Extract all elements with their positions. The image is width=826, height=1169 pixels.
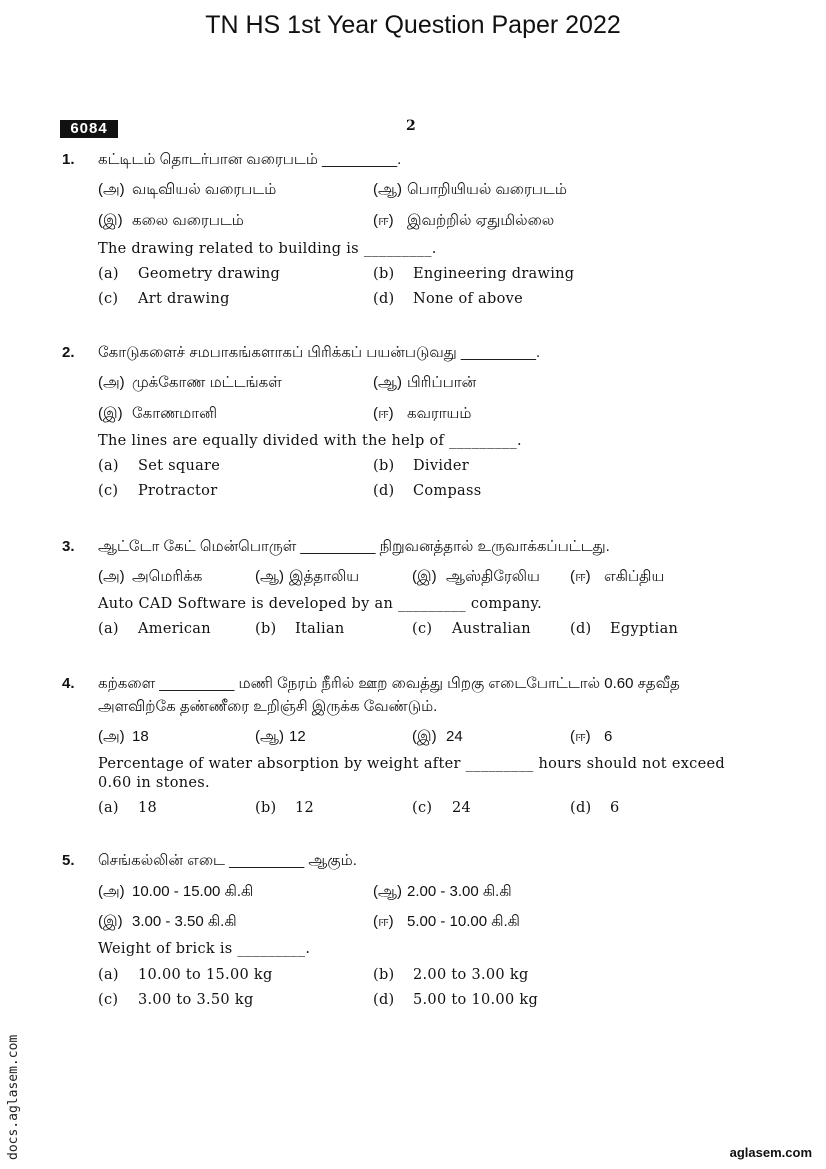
option-english-label: (a) <box>98 266 119 282</box>
option-tamil-text: கோணமானி <box>132 405 218 422</box>
option-english-label: (d) <box>373 483 395 499</box>
option-tamil-label: (அ) <box>98 728 125 745</box>
page-number: 2 <box>406 118 416 134</box>
option-english-label: (b) <box>373 458 395 474</box>
option-tamil-label: (ஈ) <box>373 405 394 422</box>
option-english-text: Geometry drawing <box>138 266 281 282</box>
option-english-label: (c) <box>412 800 433 816</box>
option-english-text: Protractor <box>138 483 218 499</box>
option-english-text: American <box>138 621 211 637</box>
option-english-label: (b) <box>255 800 277 816</box>
option-english-label: (d) <box>373 291 395 307</box>
option-english-text: 2.00 to 3.00 kg <box>413 967 529 983</box>
question-text-english: Percentage of water absorption by weight after _________ hours should not exceed <box>98 756 725 772</box>
option-english-label: (d) <box>570 800 592 816</box>
option-english-text: 6 <box>610 800 620 816</box>
option-english-label: (b) <box>373 266 395 282</box>
question-number: 1. <box>62 151 75 168</box>
watermark: docs.aglasem.com <box>6 1034 21 1160</box>
option-tamil-label: (அ) <box>98 568 125 585</box>
paper-code-badge: 6084 <box>60 120 118 138</box>
question-number: 2. <box>62 344 75 361</box>
option-tamil-text: அமெரிக்க <box>132 568 203 585</box>
option-tamil-text: 2.00 - 3.00 கி.கி <box>407 883 512 900</box>
option-tamil-text: 6 <box>604 728 613 745</box>
question-text-english: The lines are equally divided with the help of _________. <box>98 433 522 449</box>
option-english-text: Compass <box>413 483 482 499</box>
option-english-label: (a) <box>98 967 119 983</box>
question-text-tamil: அளவிற்கே தண்ணீரை உறிஞ்சி இருக்க வேண்டும். <box>98 698 438 715</box>
option-english-text: Engineering drawing <box>413 266 575 282</box>
option-tamil-text: இவற்றில் ஏதுமில்லை <box>407 212 555 229</box>
question-text-tamil: கற்களை _________ மணி நேரம் நீரில் ஊற வைத்து பிறகு எடைபோட்டால் 0.60 சதவீத <box>98 675 680 692</box>
question-text-tamil: ஆட்டோ கேட் மென்பொருள் _________ நிறுவனத்தால் உருவாக்கப்பட்டது. <box>98 538 610 555</box>
option-english-label: (a) <box>98 621 119 637</box>
option-english-text: 12 <box>295 800 315 816</box>
option-english-text: Set square <box>138 458 221 474</box>
option-tamil-label: (இ) <box>98 212 123 229</box>
option-english-text: None of above <box>413 291 523 307</box>
option-english-label: (d) <box>570 621 592 637</box>
footer-brand: aglasem.com <box>729 1145 812 1160</box>
question-number: 5. <box>62 852 75 869</box>
option-tamil-text: எகிப்திய <box>604 568 665 585</box>
option-english-label: (c) <box>412 621 433 637</box>
option-tamil-label: (ஈ) <box>570 568 591 585</box>
option-tamil-text: 5.00 - 10.00 கி.கி <box>407 913 520 930</box>
option-english-text: Divider <box>413 458 469 474</box>
question-text-english: The drawing related to building is _________. <box>98 241 437 257</box>
option-tamil-text: கவராயம் <box>407 405 472 422</box>
option-tamil-text: கலை வரைபடம் <box>132 212 244 229</box>
option-english-text: 24 <box>452 800 472 816</box>
option-english-text: 5.00 to 10.00 kg <box>413 992 539 1008</box>
question-number: 4. <box>62 675 75 692</box>
option-english-text: Art drawing <box>138 291 230 307</box>
option-tamil-text: 18 <box>132 728 149 745</box>
option-english-label: (c) <box>98 483 119 499</box>
option-english-text: Australian <box>452 621 531 637</box>
option-tamil-label: (இ) <box>98 913 123 930</box>
option-english-text: 3.00 to 3.50 kg <box>138 992 254 1008</box>
option-tamil-label: (ஆ) <box>255 728 284 745</box>
option-tamil-label: (அ) <box>98 181 125 198</box>
option-tamil-text: 24 <box>446 728 463 745</box>
option-english-text: 18 <box>138 800 158 816</box>
option-english-text: 10.00 to 15.00 kg <box>138 967 273 983</box>
page-title: TN HS 1st Year Question Paper 2022 <box>205 11 621 39</box>
option-tamil-text: பிரிப்பான் <box>407 374 477 391</box>
option-english-label: (c) <box>98 992 119 1008</box>
option-english-label: (b) <box>255 621 277 637</box>
option-tamil-text: 3.00 - 3.50 கி.கி <box>132 913 237 930</box>
option-tamil-text: பொறியியல் வரைபடம் <box>407 181 567 198</box>
option-tamil-label: (இ) <box>412 728 437 745</box>
option-english-label: (a) <box>98 800 119 816</box>
option-tamil-label: (அ) <box>98 883 125 900</box>
option-english-label: (a) <box>98 458 119 474</box>
option-tamil-text: 12 <box>289 728 306 745</box>
option-tamil-text: முக்கோண மட்டங்கள் <box>132 374 282 391</box>
option-english-text: Egyptian <box>610 621 679 637</box>
option-tamil-label: (அ) <box>98 374 125 391</box>
option-tamil-text: ஆஸ்திரேலிய <box>446 568 540 585</box>
option-english-label: (d) <box>373 992 395 1008</box>
question-text-tamil: கட்டிடம் தொடர்பான வரைபடம் _________. <box>98 151 402 168</box>
option-tamil-label: (ஆ) <box>373 374 402 391</box>
option-english-label: (c) <box>98 291 119 307</box>
option-tamil-text: இத்தாலிய <box>289 568 360 585</box>
option-tamil-label: (ஆ) <box>255 568 284 585</box>
option-tamil-label: (ஆ) <box>373 181 402 198</box>
question-text-english: Auto CAD Software is developed by an _________ company. <box>98 596 543 612</box>
option-tamil-label: (ஈ) <box>373 913 394 930</box>
option-english-label: (b) <box>373 967 395 983</box>
question-text-english: 0.60 in stones. <box>98 775 210 791</box>
option-english-text: Italian <box>295 621 345 637</box>
question-text-tamil: கோடுகளைச் சமபாகங்களாகப் பிரிக்கப் பயன்படுவது _________. <box>98 344 541 361</box>
option-tamil-text: வடிவியல் வரைபடம் <box>132 181 277 198</box>
option-tamil-label: (இ) <box>98 405 123 422</box>
question-text-english: Weight of brick is _________. <box>98 941 311 957</box>
question-number: 3. <box>62 538 75 555</box>
option-tamil-label: (ஈ) <box>570 728 591 745</box>
option-tamil-label: (ஈ) <box>373 212 394 229</box>
option-tamil-label: (ஆ) <box>373 883 402 900</box>
question-text-tamil: செங்கல்லின் எடை _________ ஆகும். <box>98 852 357 869</box>
option-tamil-text: 10.00 - 15.00 கி.கி <box>132 883 254 900</box>
option-tamil-label: (இ) <box>412 568 437 585</box>
